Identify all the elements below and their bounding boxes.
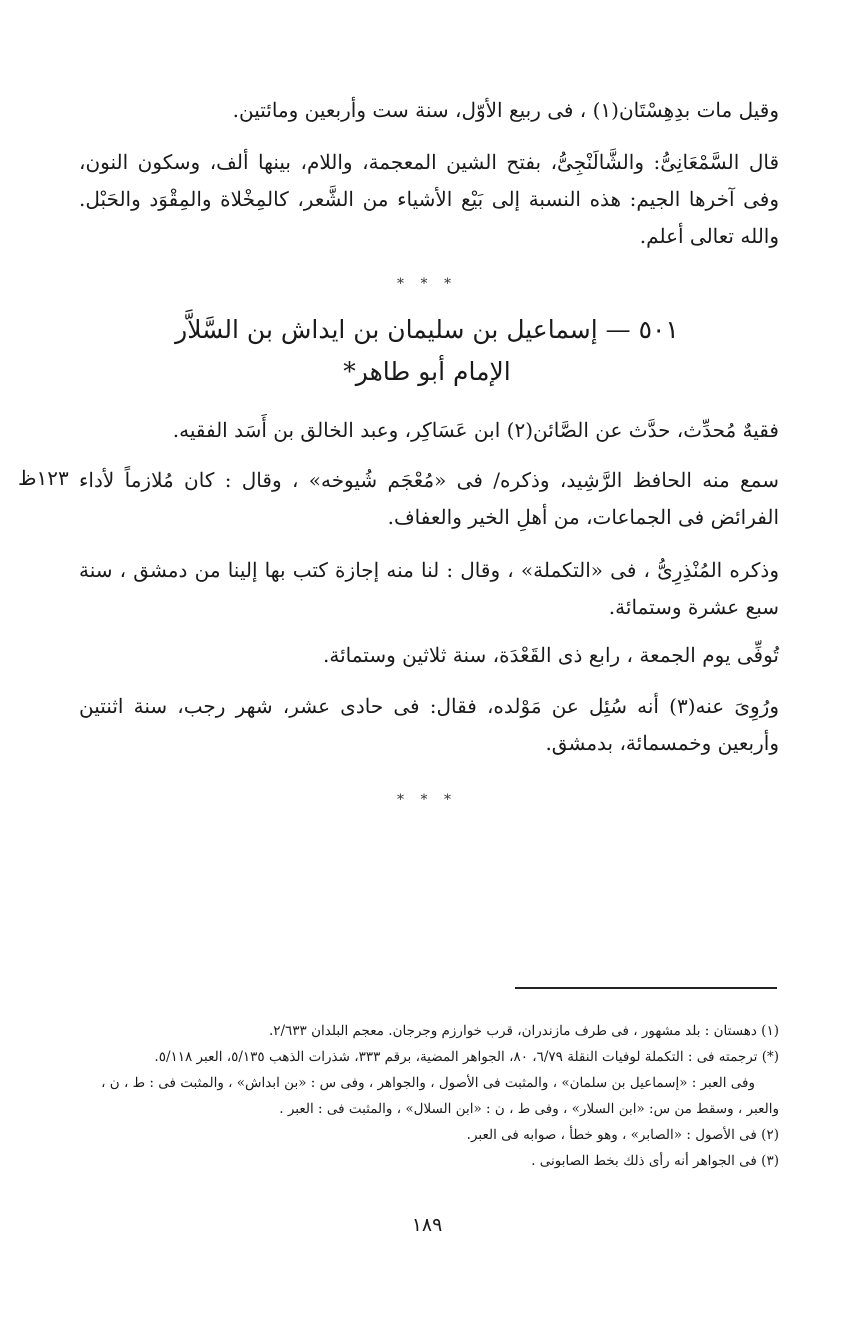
footnote-star: (*) ترجمته فى : التكملة لوفيات النقلة ٦/٧٩، ٨٠، الجواهر المضية، برقم ٣٣٣، شذرات الذهب ٥/١٣٥، العبر ٥/١١٨.	[154, 1049, 779, 1065]
footnotes	[79, 1018, 779, 1174]
paragraph-text: سمع منه الحافظ الرَّشِيد، وذكره/ فى «مُعْجَم شُيوخه» ، وقال : كان مُلازماً لأداء الفرائض فى الجماعات، من أهلِ الخير والعفاف.	[79, 468, 779, 529]
footnote-3: (٣) فى الجواهر أنه رأى ذلك بخط الصابونى .	[531, 1153, 779, 1169]
paragraph-text: وقيل مات بدِهِسْتَان(١) ، فى ربيع الأوّل، سنة ست وأربعين ومائتين.	[232, 98, 779, 122]
page-number: ١٨٩	[411, 1214, 443, 1236]
footnote-star-continuation: وفى العبر : «إسماعيل بن سلمان» ، والمثبت فى الأصول ، والجواهر ، وفى س : «بن ابداش» ، والمثبت فى : ط ، ن ،	[101, 1075, 755, 1091]
entry-subheading: الإمام أبو طاهر*	[343, 357, 511, 386]
paragraph-birth	[79, 688, 779, 762]
paragraph-death	[79, 92, 779, 129]
section-separator: * * *	[397, 276, 457, 292]
footnote-1: (١) دهستان : بلد مشهور ، فى طرف مازندران، قرب خوارزم وجرجان. معجم البلدان ٢/٦٣٣.	[268, 1023, 779, 1039]
paragraph-sami	[79, 462, 779, 536]
paragraph-text: وذكره المُنْذِرِىُّ ، فى «التكملة» ، وقال : لنا منه إجازة كتب بها إلينا من دمشق ، سنة سبع عشرة وستمائة.	[79, 558, 779, 619]
entry-heading: ٥٠١ — إسماعيل بن سليمان بن ايداش بن السَّلاَّر	[175, 315, 679, 344]
paragraph-faqih	[79, 412, 779, 449]
margin-folio-note: ١٢٣ظ	[18, 466, 69, 490]
footnote-star-continuation: والعبر ، وسقط من س: «ابن السلار» ، وفى ط ، ن : «ابن السلال» ، والمثبت فى : العبر .	[279, 1101, 779, 1117]
paragraph-death-date	[79, 637, 779, 674]
footnote-divider	[515, 987, 777, 989]
paragraph-text: فقيهٌ مُحدِّث، حدَّث عن الصَّائن(٢) ابن عَسَاكِر، وعبد الخالق بن أَسَد الفقيه.	[172, 418, 779, 442]
paragraph-samani-quote	[79, 144, 779, 255]
paragraph-text: ورُوِىَ عنه(٣) أنه سُئِل عن مَوْلده، فقال: فى حادى عشر، شهر رجب، سنة اثنتين وأربعين وخمسمائة، بدمشق.	[79, 694, 779, 755]
footnote-2: (٢) فى الأصول : «الصابر» ، وهو خطأ ، صوابه فى العبر.	[466, 1127, 779, 1143]
paragraph-text: تُوفِّى يوم الجمعة ، رابع ذى القَعْدَة، سنة ثلاثين وستمائة.	[322, 643, 779, 667]
paragraph-mundhiri	[79, 552, 779, 626]
paragraph-text: قال السَّمْعَانِىُّ: والشَّالَنْجِىُّ، بفتح الشين المعجمة، واللام، بينها ألف، وسكون النون، وفى آخرها الجيم: هذه النسبة إلى بَيْع الأشياء من الشَّعر، كالمِخْلاة والمِقْوَد والحَبْل. والله تعالى أعلم.	[79, 150, 779, 248]
section-separator: * * *	[397, 792, 457, 808]
